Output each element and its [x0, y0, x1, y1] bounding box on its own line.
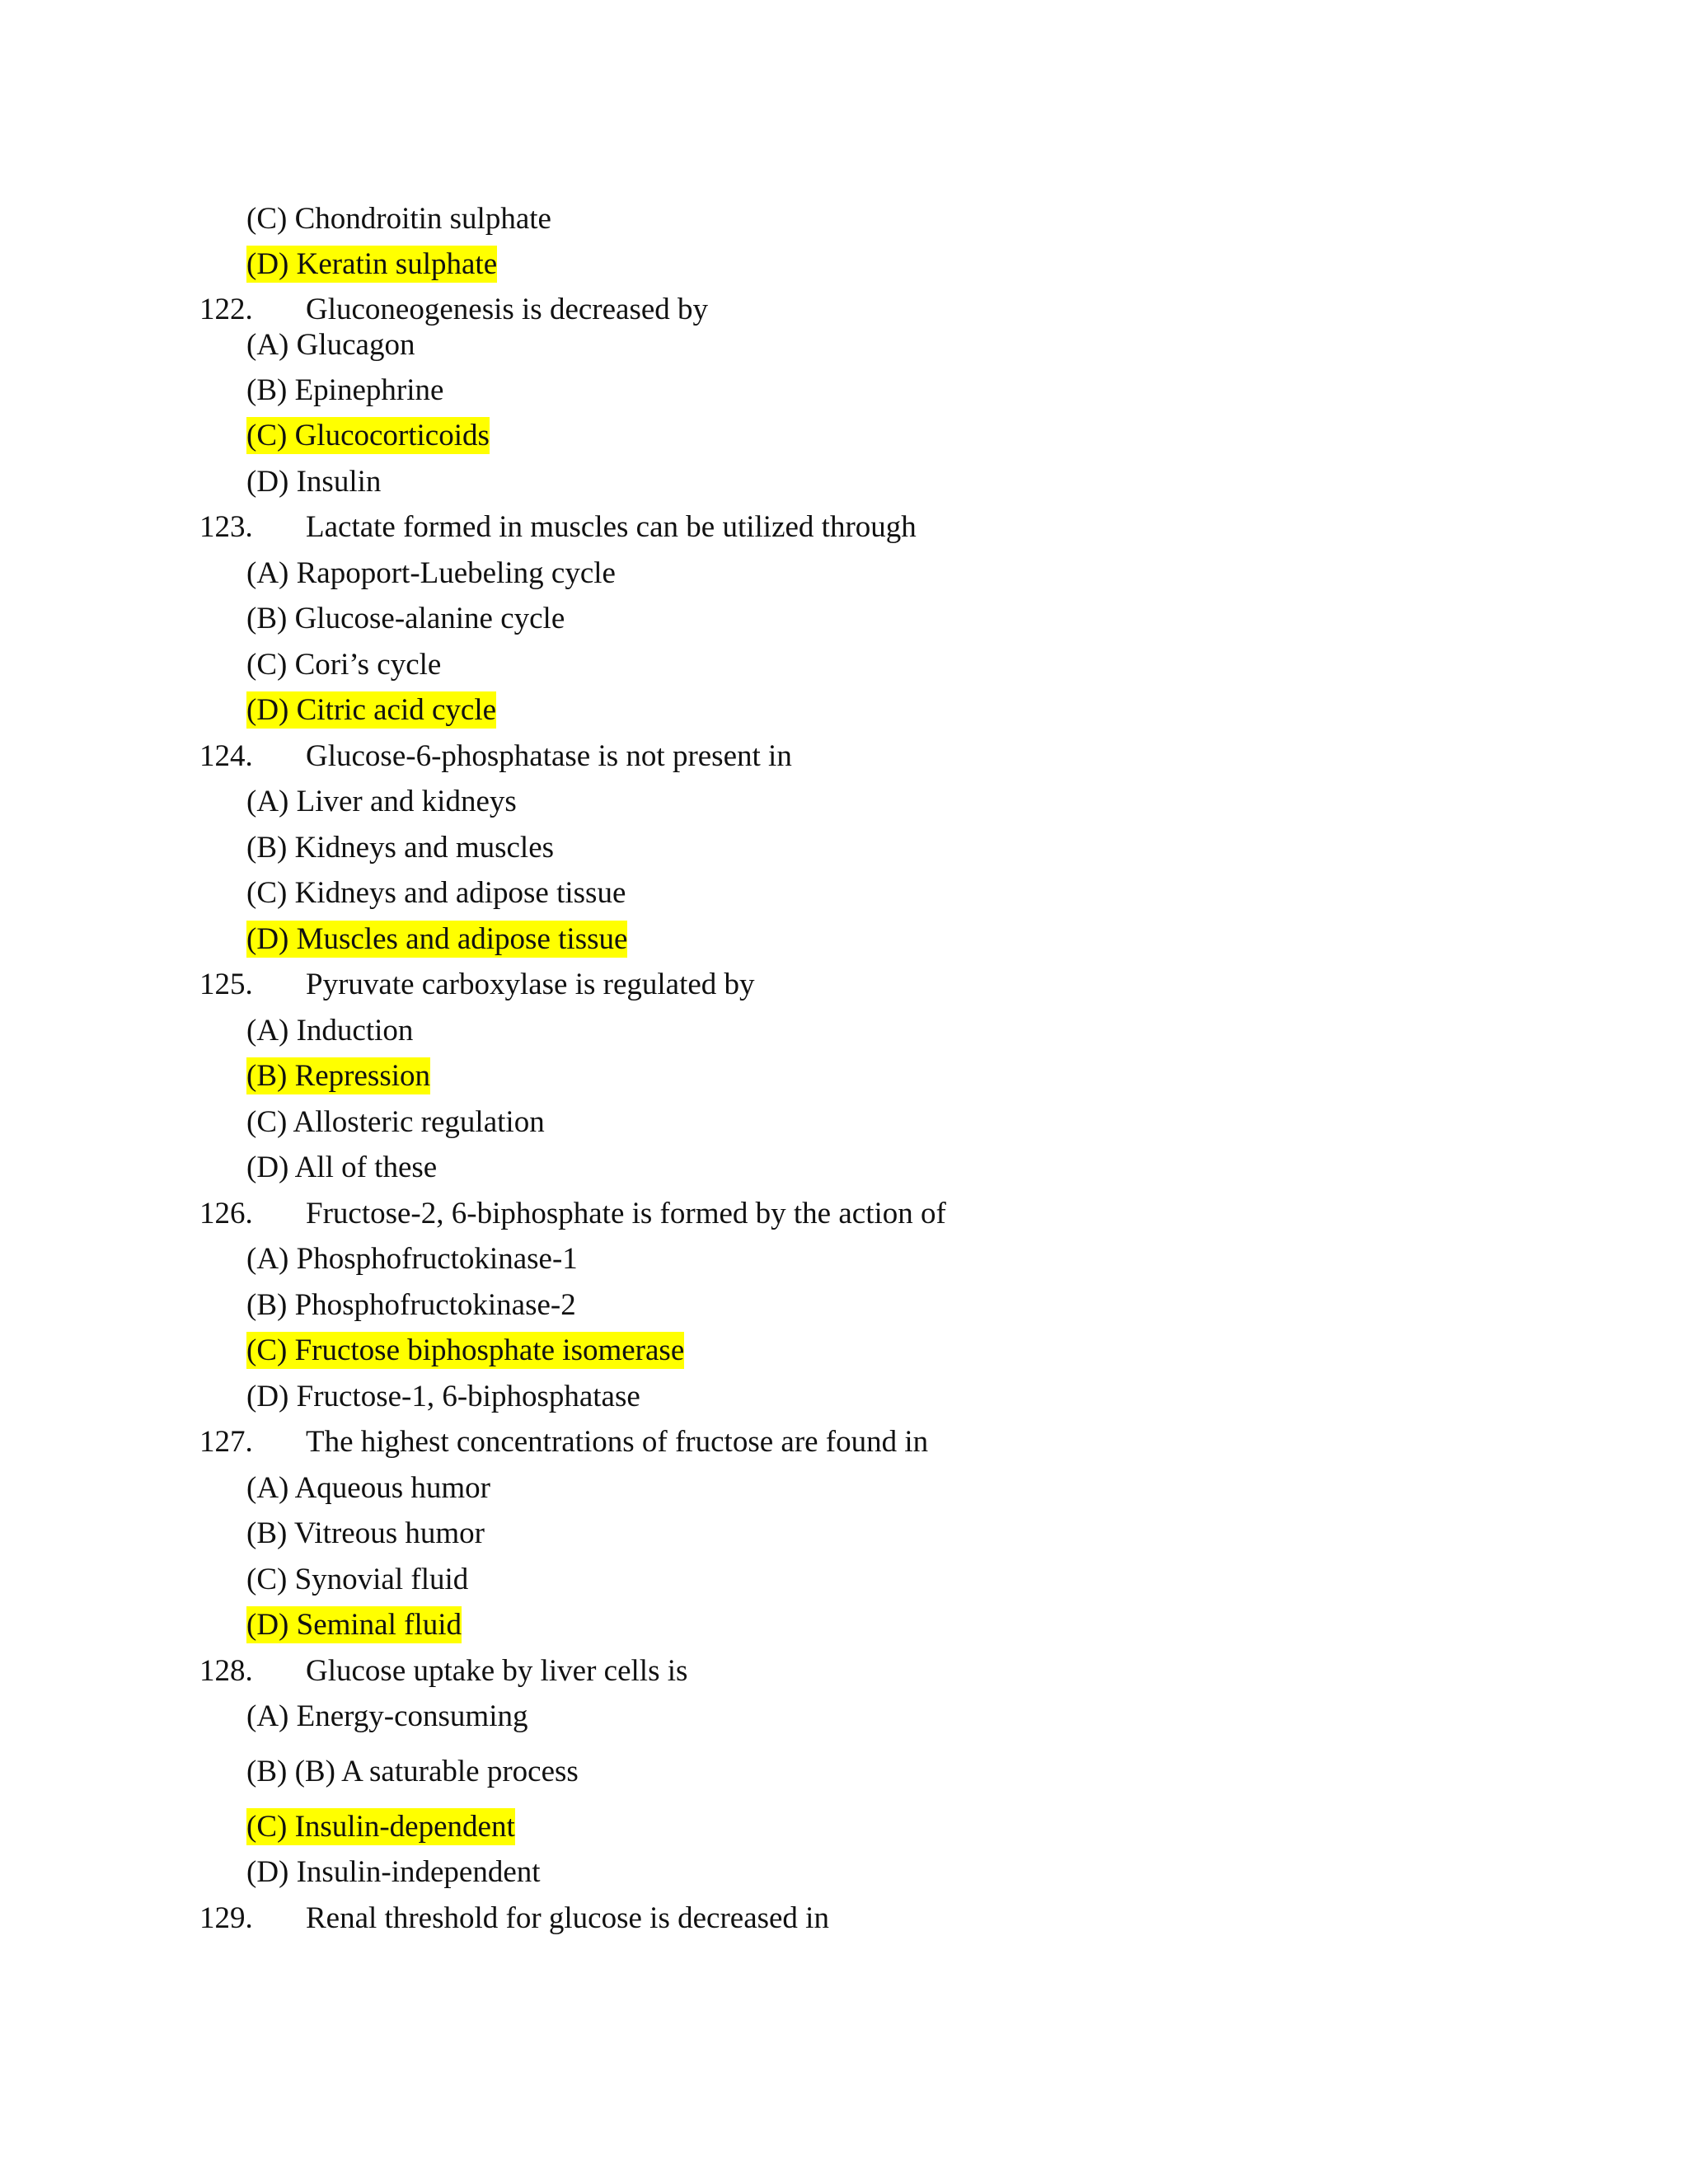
option-line: [246, 601, 565, 637]
question-number: 122.: [199, 293, 253, 326]
option-line: [246, 1562, 468, 1598]
option-text: (D) All of these: [246, 1151, 438, 1184]
option-text: (B) (B) A saturable process: [246, 1755, 579, 1788]
highlighted-answer: (C) Insulin-dependent: [246, 1810, 515, 1844]
option-line: [246, 830, 554, 866]
question-number: 127.: [199, 1425, 253, 1459]
option-line-answer: [246, 246, 497, 283]
option-line: [246, 373, 443, 409]
option-line: [246, 1379, 640, 1415]
option-text: (B) Kidneys and muscles: [246, 831, 555, 865]
option-text: (A) Rapoport-Luebeling cycle: [246, 556, 616, 590]
highlighted-answer: (D) Seminal fluid: [246, 1608, 462, 1642]
option-line: [246, 875, 626, 912]
question-text: Lactate formed in muscles can be utilized through: [306, 510, 917, 544]
highlighted-answer: (D) Citric acid cycle: [246, 693, 497, 727]
question-number: 129.: [199, 1901, 253, 1935]
option-text: (D) Insulin: [246, 465, 382, 499]
option-text: (C) Allosteric regulation: [246, 1105, 545, 1139]
question-number: 124.: [199, 739, 253, 773]
option-line: [246, 647, 441, 683]
option-text: (A) Induction: [246, 1014, 414, 1047]
option-text: (C) Kidneys and adipose tissue: [246, 876, 626, 910]
option-line-answer: [246, 1333, 684, 1369]
option-text: (B) Vitreous humor: [246, 1516, 485, 1550]
option-line-answer: [246, 1809, 515, 1845]
option-text: (A) Liver and kidneys: [246, 785, 517, 818]
option-line-answer: [246, 692, 496, 729]
option-line: [246, 1287, 576, 1324]
question-text: Pyruvate carboxylase is regulated by: [306, 968, 755, 1001]
option-line: [246, 1241, 578, 1277]
option-line: [246, 784, 517, 820]
question-text: The highest concentrations of fructose are found in: [306, 1425, 929, 1459]
option-text: (D) Fructose-1, 6-biphosphatase: [246, 1380, 640, 1413]
option-text: (C) Cori’s cycle: [246, 648, 442, 682]
option-line: [246, 1150, 437, 1186]
question-number: 123.: [199, 510, 253, 544]
option-line: [246, 555, 616, 592]
option-text: (D) Insulin-independent: [246, 1855, 541, 1889]
option-text: (B) Glucose-alanine cycle: [246, 602, 565, 635]
question-text: Fructose-2, 6-biphosphate is formed by the action of: [306, 1197, 946, 1230]
option-text: (C) Synovial fluid: [246, 1563, 469, 1596]
option-text: (C) Chondroitin sulphate: [246, 202, 551, 236]
highlighted-answer: (D) Keratin sulphate: [246, 247, 498, 281]
option-line: [246, 201, 551, 237]
highlighted-answer: (C) Glucocorticoids: [246, 419, 490, 452]
option-line: [246, 1754, 579, 1790]
question-text: Glucose-6-phosphatase is not present in: [306, 739, 792, 773]
option-line-answer: [246, 1058, 430, 1094]
question-text: Gluconeogenesis is decreased by: [306, 293, 709, 326]
question-text: Glucose uptake by liver cells is: [306, 1654, 688, 1688]
option-line: [246, 1104, 545, 1141]
question-number: 128.: [199, 1654, 253, 1688]
option-line: [246, 1516, 485, 1552]
option-text: (A) Aqueous humor: [246, 1471, 490, 1505]
question-text: Renal threshold for glucose is decreased in: [306, 1901, 829, 1935]
option-line: [246, 1699, 528, 1735]
option-line: [246, 327, 415, 363]
option-line: [246, 464, 381, 500]
option-line-answer: [246, 921, 627, 958]
option-line: [246, 1854, 541, 1891]
option-text: (B) Epinephrine: [246, 373, 444, 407]
question-number: 126.: [199, 1197, 253, 1230]
option-text: (A) Phosphofructokinase-1: [246, 1242, 578, 1276]
highlighted-answer: (D) Muscles and adipose tissue: [246, 922, 628, 956]
option-text: (B) Phosphofructokinase-2: [246, 1288, 576, 1322]
option-line: [246, 1013, 413, 1049]
highlighted-answer: (C) Fructose biphosphate isomerase: [246, 1333, 685, 1367]
option-line: [246, 1470, 490, 1507]
option-text: (A) Glucagon: [246, 328, 415, 362]
question-number: 125.: [199, 968, 253, 1001]
highlighted-answer: (B) Repression: [246, 1059, 430, 1093]
option-line-answer: [246, 1607, 462, 1643]
option-text: (A) Energy-consuming: [246, 1699, 528, 1733]
option-line-answer: [246, 418, 490, 454]
